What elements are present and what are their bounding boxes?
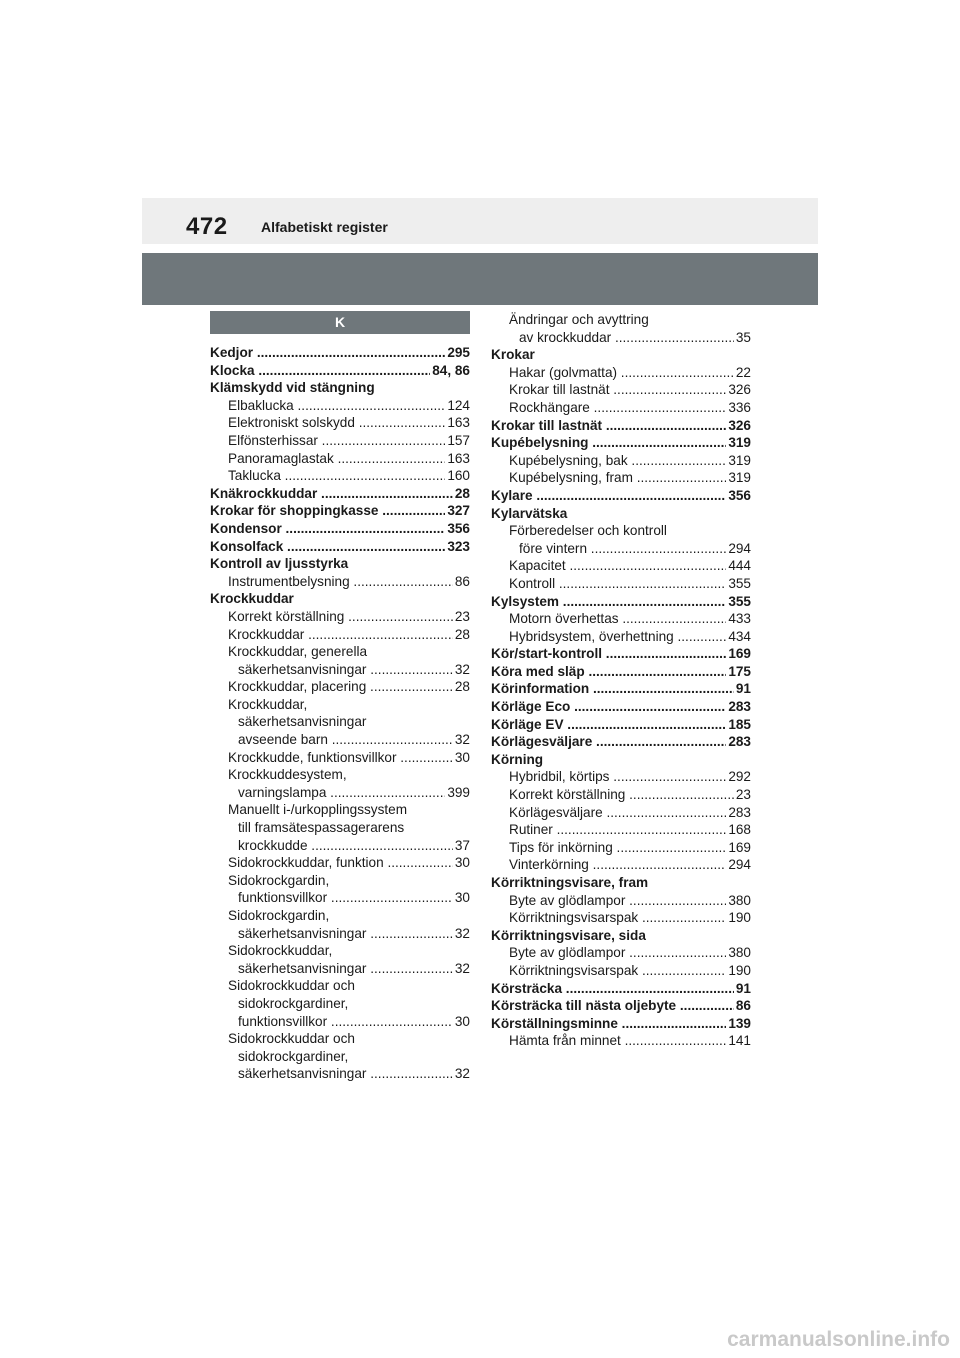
index-term: Kupébelysning, fram [509,470,633,486]
index-page-ref: 434 [728,628,751,644]
index-entry [210,555,470,573]
index-entry [210,414,470,432]
index-term: Körställningsminne [491,1015,618,1031]
index-list-right [491,311,751,1050]
index-page-ref: 30 [454,749,470,765]
index-page-ref: 175 [728,663,751,679]
index-entry [210,538,470,556]
index-entry [210,344,470,362]
index-term: Krockkuddar [228,626,305,642]
index-page-ref: 84, 86 [432,362,470,378]
index-entry [491,1032,751,1050]
index-entry [491,469,751,487]
index-entry [210,520,470,538]
index-entry [491,645,751,663]
index-term: Tips för inkörning [509,839,613,855]
index-page-ref: 30 [454,1013,470,1029]
index-term: Krockkuddar, generella [228,644,368,660]
index-page-ref: 380 [728,892,751,908]
index-term: sidokrockgardiner, [238,1048,349,1064]
index-term: sidokrockgardiner, [238,995,349,1011]
index-entry [210,713,470,731]
index-entry [491,346,751,364]
index-entry [210,872,470,890]
index-page-ref: 185 [728,716,751,732]
index-entry [210,942,470,960]
index-entry [491,909,751,927]
index-entry [491,399,751,417]
index-page-ref: 35 [735,329,751,345]
index-term: säkerhetsanvisningar [238,960,367,976]
index-page-ref: 22 [735,364,751,380]
index-page-ref: 139 [728,1015,751,1031]
index-term: Krockkudde, funktionsvillkor [228,749,397,765]
index-page-ref: 169 [728,646,751,662]
index-page-ref: 336 [728,399,751,415]
index-term: Körlägesväljare [509,804,603,820]
index-term: Körläge Eco [491,699,571,715]
index-entry [210,925,470,943]
index-entry [210,995,470,1013]
index-page-ref: 319 [728,435,751,451]
index-term: Byte av glödlampor [509,945,626,961]
index-term: Sidokrockkuddar och [228,1031,355,1047]
index-entry [491,944,751,962]
index-page-ref: 32 [454,1066,470,1082]
index-page-ref: 30 [454,855,470,871]
running-title: Alfabetiskt register [261,219,388,235]
index-entry [491,329,751,347]
index-term: Konsolfack [210,538,284,554]
index-page-ref: 292 [728,769,751,785]
index-entry [491,892,751,910]
index-term: Hybridbil, körtips [509,769,610,785]
index-entry [210,960,470,978]
index-term: Körning [491,751,544,767]
index-page-ref: 32 [454,732,470,748]
index-term: Rockhängare [509,399,590,415]
index-entry [210,661,470,679]
index-page-ref: 190 [728,962,751,978]
index-column-left [210,311,470,1083]
index-term: Körriktningsvisare, fram [491,875,649,890]
index-entry [210,801,470,819]
index-entry [210,889,470,907]
index-page-ref: 28 [454,626,470,642]
index-term: Klocka [210,362,255,378]
index-entry [491,839,751,857]
index-entry [210,766,470,784]
index-page-ref: 37 [454,837,470,853]
index-term: Körsträcka [491,980,563,996]
index-term: av krockkuddar [519,329,612,345]
index-column-right [491,311,751,1050]
index-entry [491,417,751,435]
index-page-ref: 86 [454,573,470,589]
index-term: Krockkuddar [210,591,294,607]
index-term: Sidokrockkuddar, funktion [228,855,384,871]
index-entry [491,804,751,822]
index-entry [210,397,470,415]
index-page-ref: 190 [728,910,751,926]
index-entry [210,784,470,802]
index-term: Kontroll av ljusstyrka [210,556,349,572]
index-page-ref: 91 [735,681,751,697]
index-term: Klämskydd vid stängning [210,380,375,396]
index-entry [491,575,751,593]
index-entry [210,907,470,925]
watermark-url: carmanualsonline.info [727,1328,950,1351]
index-entry [491,557,751,575]
index-entry [210,1030,470,1048]
index-page-ref: 32 [454,960,470,976]
index-term: Elfönsterhissar [228,432,318,448]
index-term: Elektroniskt solskydd [228,415,355,431]
index-entry [491,610,751,628]
index-term: Elbaklucka [228,397,294,413]
index-page-ref: 294 [728,540,751,556]
index-term: Kondensor [210,520,282,536]
index-entry [210,819,470,837]
index-term: Körlägesväljare [491,734,593,750]
index-term: Förberedelser och kontroll [509,523,667,539]
index-term: Taklucka [228,468,281,484]
index-term: säkerhetsanvisningar [238,925,367,941]
index-term: Sidokrockgardin, [228,872,330,888]
index-entry [491,821,751,839]
index-page-ref: 160 [447,468,470,484]
index-page-ref: 124 [447,397,470,413]
index-list-left [210,344,470,1083]
index-entry [491,733,751,751]
index-term: Kylare [491,487,533,503]
index-term: Körriktningsvisarspak [509,962,639,978]
index-term: Kapacitet [509,558,566,574]
index-entry [210,467,470,485]
index-term: Krokar till lastnät [491,417,603,433]
index-entry [210,379,470,397]
index-entry [210,1048,470,1066]
index-page-ref: 433 [728,611,751,627]
index-term: Köra med släp [491,663,585,679]
index-entry [210,608,470,626]
index-page-ref: 355 [728,575,751,591]
index-term: Kör/start-kontroll [491,646,603,662]
index-term: funktionsvillkor [238,1013,328,1029]
index-term: Krokar för shoppingkasse [210,503,379,519]
index-entry [491,927,751,945]
index-page-ref: 23 [454,608,470,624]
index-entry [491,874,751,892]
index-entry [491,522,751,540]
index-term: Sidokrockkuddar och [228,978,355,994]
index-page-ref: 356 [728,487,751,503]
index-term: Instrumentbelysning [228,573,350,589]
index-page-ref: 32 [454,661,470,677]
index-page-ref: 319 [728,470,751,486]
index-entry [210,626,470,644]
index-entry [210,837,470,855]
index-entry [210,1065,470,1083]
index-entry [210,502,470,520]
index-term: krockkudde [238,837,308,853]
index-page-ref: 28 [454,485,470,501]
index-page-ref: 30 [454,890,470,906]
index-entry [210,749,470,767]
index-entry [491,364,751,382]
index-entry [491,786,751,804]
index-term: Krockkuddar, placering [228,679,367,695]
page-number: 472 [186,213,228,240]
index-entry [491,311,751,329]
index-entry [491,680,751,698]
index-page-ref: 283 [728,699,751,715]
index-term: säkerhetsanvisningar [238,714,367,730]
index-entry [210,678,470,696]
index-term: Korrekt körställning [509,787,626,803]
index-entry [491,593,751,611]
index-entry [491,768,751,786]
index-term: före vintern [519,540,588,556]
index-term: Panoramaglastak [228,450,334,466]
index-term: Körsträcka till nästa oljebyte [491,998,677,1014]
index-term: varningslampa [238,784,327,800]
index-page-ref: 23 [735,787,751,803]
index-entry [491,980,751,998]
index-term: Körinformation [491,681,590,697]
index-entry [491,698,751,716]
index-page-ref: 380 [728,945,751,961]
index-entry [210,450,470,468]
index-term: Hybridsystem, överhettning [509,628,674,644]
index-page-ref: 283 [728,804,751,820]
index-entry [491,434,751,452]
index-entry [210,590,470,608]
index-term: Korrekt körställning [228,608,345,624]
index-term: Hämta från minnet [509,1033,621,1049]
index-term: Byte av glödlampor [509,892,626,908]
index-entry [491,487,751,505]
index-page-ref: 283 [728,734,751,750]
index-term: Sidokrockgardin, [228,908,330,923]
index-term: Körriktningsvisarspak [509,910,639,926]
index-term: Krockkuddar, [228,696,308,712]
index-term: Knäkrockkuddar [210,485,318,501]
index-page-ref: 355 [728,593,751,609]
header-band [142,198,818,244]
index-entry [491,716,751,734]
index-entry [491,751,751,769]
index-term: Kontroll [509,575,556,591]
index-term: avseende barn [238,732,328,748]
index-entry [210,696,470,714]
index-page-ref: 295 [447,345,470,360]
index-entry [210,977,470,995]
index-entry [491,997,751,1015]
index-entry [491,1015,751,1033]
index-entry [491,962,751,980]
index-page-ref: 399 [447,784,470,800]
index-page-ref: 294 [728,857,751,873]
index-page-ref: 157 [447,432,470,448]
index-term: Motorn överhettas [509,611,619,627]
index-page-ref: 91 [735,980,751,996]
index-page-ref: 169 [728,839,751,855]
index-entry [491,505,751,523]
index-entry [491,540,751,558]
index-page-ref: 356 [447,520,470,536]
index-page-ref: 444 [728,558,751,574]
index-entry [210,643,470,661]
index-page-ref: 28 [454,679,470,695]
index-entry [491,663,751,681]
index-entry [210,485,470,503]
index-term: Sidokrockkuddar, [228,943,333,959]
index-entry [491,856,751,874]
index-page-ref: 327 [447,503,470,519]
index-page-ref: 326 [728,417,751,433]
index-entry [491,628,751,646]
index-entry [210,432,470,450]
index-page-ref: 163 [447,450,470,466]
index-term: Körriktningsvisare, sida [491,927,646,943]
index-page-ref: 32 [454,925,470,941]
index-term: Rutiner [509,822,553,838]
index-page-ref: 319 [728,452,751,468]
index-term: säkerhetsanvisningar [238,661,367,677]
index-term: Kupébelysning [491,435,589,451]
index-entry [210,573,470,591]
index-term: säkerhetsanvisningar [238,1066,367,1082]
index-entry [210,731,470,749]
index-term: Ändringar och avyttring [509,312,649,327]
index-term: Krockkuddesystem, [228,767,347,783]
section-band [142,253,818,305]
index-term: Manuellt i-/urkopplingssystem [228,802,408,818]
index-page-ref: 86 [735,998,751,1014]
index-entry [491,452,751,470]
index-entry [210,1013,470,1031]
index-entry [491,381,751,399]
section-letter-bar: K [210,311,470,334]
index-entry [210,362,470,380]
index-page-ref: 163 [447,415,470,431]
index-term: Vinterkörning [509,857,589,873]
index-page-ref: 168 [728,822,751,838]
index-page-ref: 326 [728,382,751,398]
index-term: till framsätespassagerarens [238,820,405,836]
index-term: Hakar (golvmatta) [509,364,618,380]
index-term: Körläge EV [491,716,564,732]
index-term: Kupébelysning, bak [509,452,628,468]
index-term: Krokar [491,347,535,363]
index-term: Kylarvätska [491,505,568,521]
index-entry [210,854,470,872]
index-term: Krokar till lastnät [509,382,610,398]
index-term: Kedjor [210,345,254,360]
index-term: funktionsvillkor [238,890,328,906]
index-term: Kylsystem [491,593,560,609]
index-page-ref: 323 [447,538,470,554]
index-page-ref: 141 [728,1033,751,1049]
